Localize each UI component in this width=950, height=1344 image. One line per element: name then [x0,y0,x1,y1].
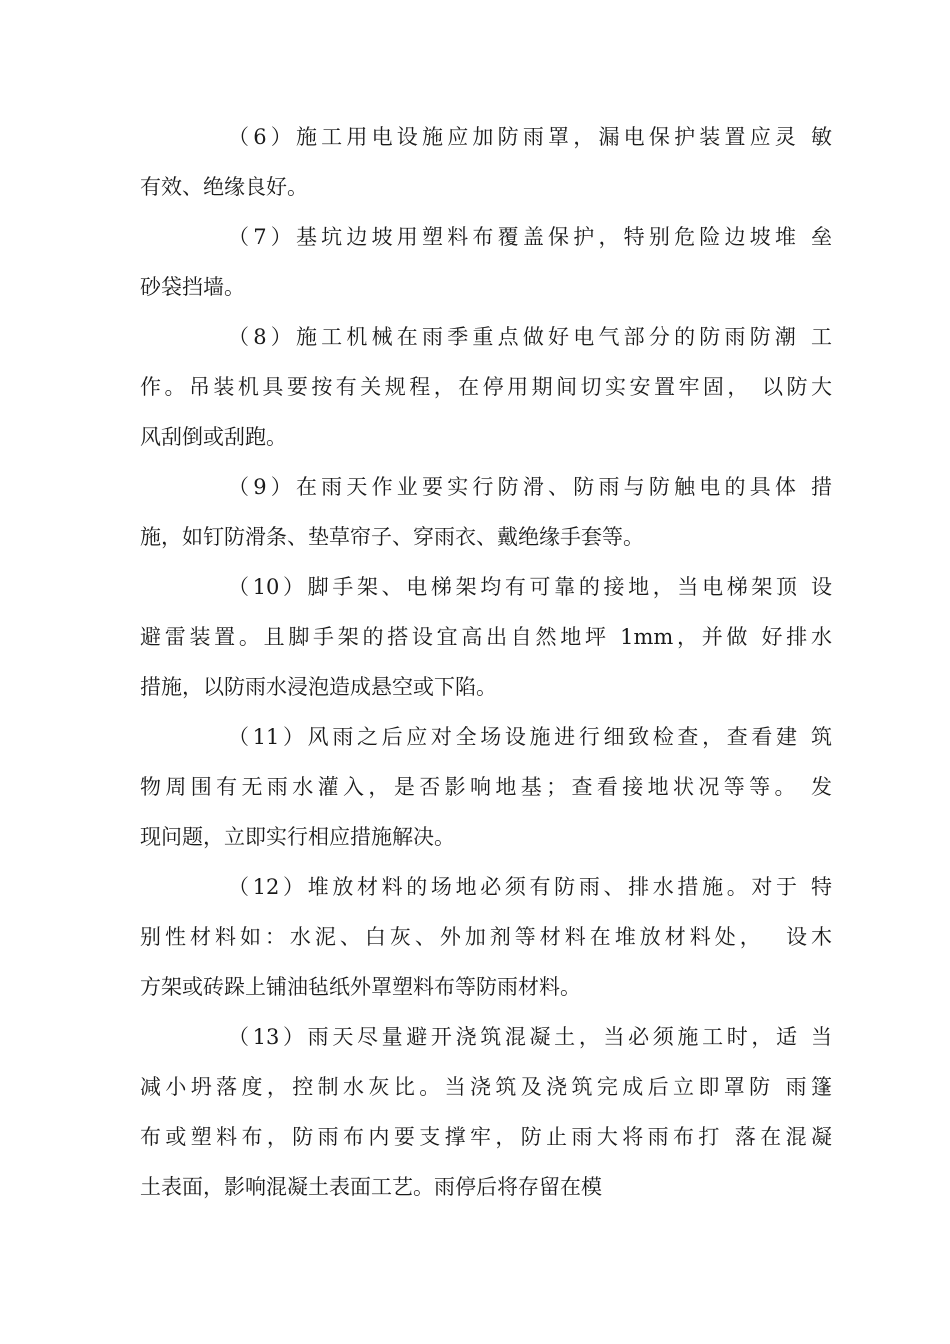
paragraph-line: 方架或砖跺上铺油毡纸外罩塑料布等防雨材料。 [140,975,581,999]
paragraph-10 [140,562,832,712]
paragraph-line: 减小坍落度，控制水灰比。当浇筑及浇筑完成后立即罩防 雨篷 [140,1075,832,1099]
paragraph-line: 别性材料如：水泥、白灰、外加剂等材料在堆放材料处， 设木 [140,925,832,949]
paragraph-line: （12）堆放材料的场地必须有防雨、排水措施。对于 特 [228,875,832,899]
paragraph-line: 措施，以防雨水浸泡造成悬空或下陷。 [140,675,497,699]
paragraph-12 [140,862,832,1012]
paragraph-line: 现问题，立即实行相应措施解决。 [140,825,455,849]
paragraph-line: （7）基坑边坡用塑料布覆盖保护，特别危险边坡堆 垒 [228,225,832,249]
paragraph-line: 有效、绝缘良好。 [140,175,308,199]
paragraph-line: 土表面，影响混凝土表面工艺。雨停后将存留在模 [140,1175,602,1199]
paragraph-8 [140,312,832,462]
document-body [140,112,832,1212]
paragraph-line: （9）在雨天作业要实行防滑、防雨与防触电的具体 措 [228,475,832,499]
paragraph-line: 施，如钉防滑条、垫草帘子、穿雨衣、戴绝缘手套等。 [140,525,644,549]
paragraph-line: （8）施工机械在雨季重点做好电气部分的防雨防潮 工 [228,325,832,349]
paragraph-line: （10）脚手架、电梯架均有可靠的接地，当电梯架顶 设 [228,575,832,599]
paragraph-line: （13）雨天尽量避开浇筑混凝土，当必须施工时，适 当 [228,1025,832,1049]
paragraph-line: 风刮倒或刮跑。 [140,425,287,449]
paragraph-line: （11）风雨之后应对全场设施进行细致检查，查看建 筑 [228,725,832,749]
paragraph-7 [140,212,832,312]
paragraph-6 [140,112,832,212]
paragraph-9 [140,462,832,562]
paragraph-line: 避雷装置。且脚手架的搭设宜高出自然地坪 1mm，并做 好排水 [140,625,832,649]
paragraph-13 [140,1012,832,1212]
paragraph-11 [140,712,832,862]
paragraph-line: 砂袋挡墙。 [140,275,245,299]
paragraph-line: 作。吊装机具要按有关规程，在停用期间切实安置牢固， 以防大 [140,375,832,399]
paragraph-line: 布或塑料布，防雨布内要支撑牢，防止雨大将雨布打 落在混凝 [140,1125,832,1149]
paragraph-line: （6）施工用电设施应加防雨罩，漏电保护装置应灵 敏 [228,125,832,149]
paragraph-line: 物周围有无雨水灌入，是否影响地基；查看接地状况等等。 发 [140,775,832,799]
